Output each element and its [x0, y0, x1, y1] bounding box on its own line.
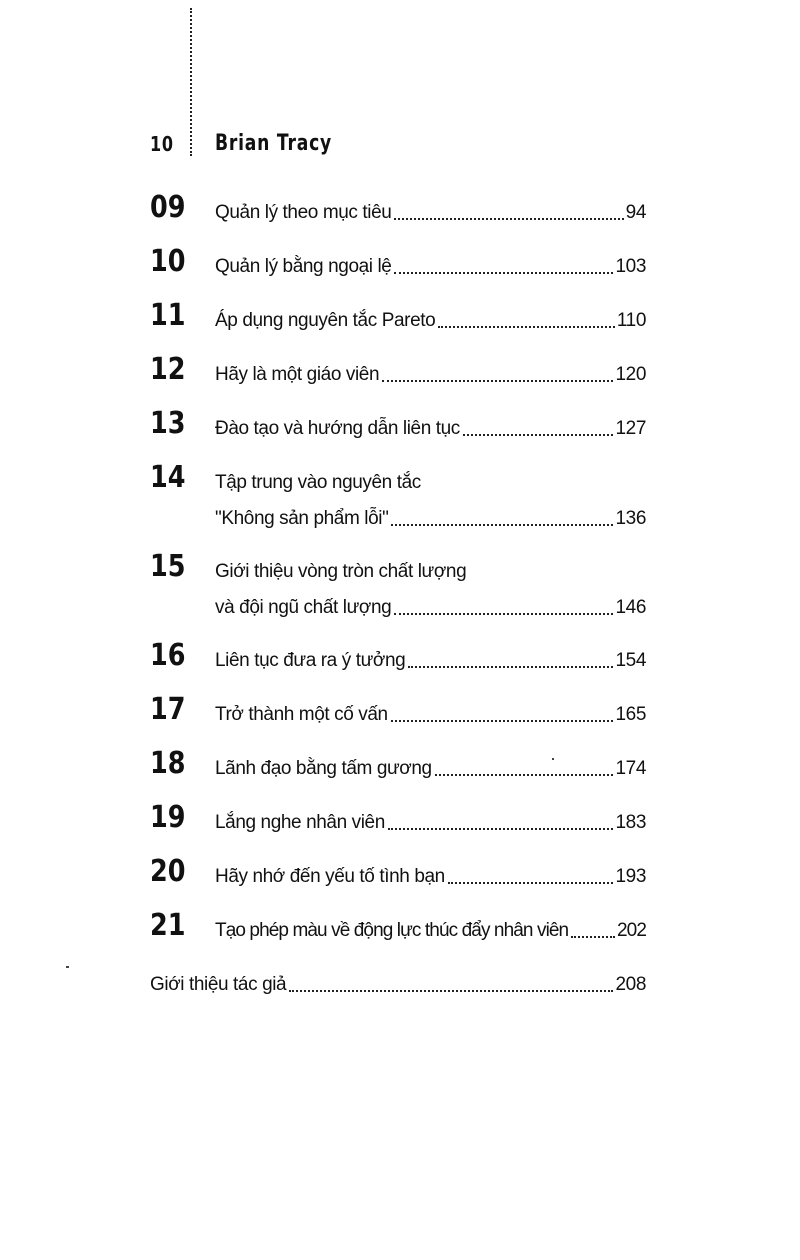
chapter-title: Trở thành một cố vấn: [215, 704, 388, 725]
chapter-title: Quản lý theo mục tiêu: [215, 202, 392, 223]
toc-entry-11[interactable]: [0, 298, 800, 366]
chapter-title: Lãnh đạo bằng tấm gương: [215, 758, 432, 779]
dot-leader: [571, 936, 615, 938]
toc-entry-16[interactable]: [0, 638, 800, 706]
toc-line: [215, 920, 646, 942]
chapter-title: Tạo phép màu về động lực thúc đẩy nhân viên: [215, 920, 569, 941]
chapter-title: Áp dụng nguyên tắc Pareto: [215, 310, 436, 331]
dot-leader: [448, 882, 614, 884]
header-dotted-rule: [190, 8, 192, 156]
scan-speck: [552, 758, 554, 760]
dot-leader: [382, 380, 613, 382]
chapter-title: Lắng nghe nhân viên: [215, 812, 385, 833]
toc-entry-author[interactable]: [150, 974, 646, 996]
chapter-number: 12: [150, 352, 186, 387]
toc-entry-09[interactable]: [0, 190, 800, 258]
chapter-title-line1: Giới thiệu vòng tròn chất lượng: [215, 561, 467, 582]
chapter-title: Đào tạo và hướng dẫn liên tục: [215, 418, 460, 439]
page-reference: 110: [616, 310, 646, 331]
toc-line: [215, 758, 646, 780]
page-reference: 94: [625, 202, 646, 223]
toc-line: [215, 866, 646, 888]
dot-leader: [408, 666, 613, 668]
chapter-number: 11: [150, 298, 186, 333]
dot-leader: [388, 828, 614, 830]
chapter-number: 16: [150, 638, 186, 673]
chapter-title: Liên tục đưa ra ý tưởng: [215, 650, 406, 671]
chapter-number: 13: [150, 406, 186, 441]
page-reference: 120: [615, 364, 646, 385]
chapter-title: "Không sản phẩm lỗi": [215, 508, 389, 529]
toc-line: [215, 256, 646, 278]
page-reference: 202: [616, 920, 646, 941]
chapter-title: Hãy là một giáo viên: [215, 364, 380, 385]
toc-line: [215, 508, 646, 530]
dot-leader: [391, 720, 614, 722]
toc-entry-12[interactable]: [0, 352, 800, 420]
toc-line: [215, 310, 646, 332]
page-reference: 103: [615, 256, 646, 277]
dot-leader: [435, 774, 614, 776]
toc-line: [215, 202, 646, 224]
author-entry-title: Giới thiệu tác giả: [150, 974, 287, 995]
toc-entry-19[interactable]: [0, 800, 800, 868]
toc-line: [215, 650, 646, 672]
chapter-number: 10: [150, 244, 186, 279]
page-reference: 136: [615, 508, 646, 529]
page-reference: 208: [615, 974, 646, 995]
chapter-title: Hãy nhớ đến yếu tố tình bạn: [215, 866, 445, 887]
toc-entry-15[interactable]: [0, 549, 800, 627]
toc-entry-18[interactable]: [0, 746, 800, 814]
toc-line: [215, 418, 646, 440]
chapter-title: và đội ngũ chất lượng: [215, 597, 392, 618]
running-head-author: Brian Tracy: [215, 131, 332, 156]
scan-speck: [66, 966, 69, 968]
page-reference: 165: [615, 704, 646, 725]
page-number: 10: [150, 132, 174, 156]
chapter-number: 17: [150, 692, 186, 727]
toc-entry-13[interactable]: [0, 406, 800, 474]
chapter-number: 19: [150, 800, 186, 835]
page-reference: 183: [615, 812, 646, 833]
chapter-number: 20: [150, 854, 186, 889]
dot-leader: [289, 990, 613, 992]
toc-line: [215, 364, 646, 386]
chapter-number: 14: [150, 460, 186, 495]
toc-entry-20[interactable]: [0, 854, 800, 922]
chapter-number: 21: [150, 908, 186, 943]
toc-entry-10[interactable]: [0, 244, 800, 312]
dot-leader: [394, 218, 623, 220]
toc-entry-17[interactable]: [0, 692, 800, 760]
chapter-number: 15: [150, 549, 186, 584]
toc-entry-14[interactable]: [0, 460, 800, 538]
dot-leader: [394, 613, 613, 615]
toc-entry-21[interactable]: [0, 908, 800, 976]
chapter-number: 09: [150, 190, 186, 225]
page-reference: 146: [615, 597, 646, 618]
page-reference: 193: [615, 866, 646, 887]
dot-leader: [394, 272, 613, 274]
page-reference: 174: [615, 758, 646, 779]
dot-leader: [463, 434, 614, 436]
chapter-title-line1: Tập trung vào nguyên tắc: [215, 472, 421, 493]
page-reference: 154: [615, 650, 646, 671]
dot-leader: [391, 524, 613, 526]
page-reference: 127: [615, 418, 646, 439]
dot-leader: [438, 326, 615, 328]
chapter-number: 18: [150, 746, 186, 781]
toc-line: [215, 812, 646, 834]
toc-line: [215, 597, 646, 619]
toc-line: [215, 704, 646, 726]
chapter-title: Quản lý bằng ngoại lệ: [215, 256, 392, 277]
